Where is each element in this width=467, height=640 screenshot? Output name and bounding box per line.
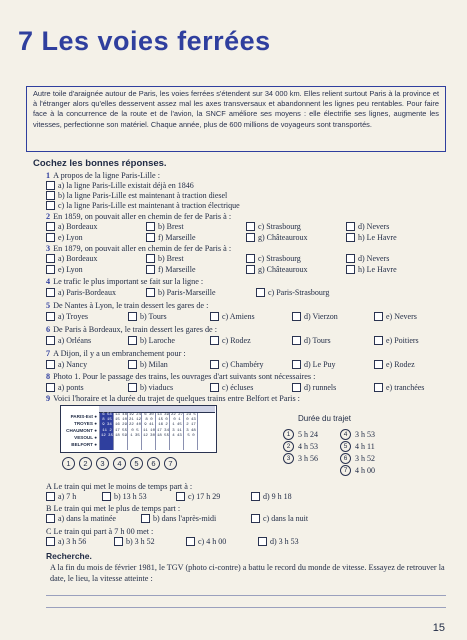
checkbox[interactable] bbox=[374, 336, 383, 345]
q3-option-a[interactable]: a) Bordeaux bbox=[46, 254, 97, 263]
checkbox[interactable] bbox=[46, 383, 55, 392]
checkbox[interactable] bbox=[128, 336, 137, 345]
q2-option-b[interactable]: b) Brest bbox=[146, 222, 184, 231]
checkbox[interactable] bbox=[346, 233, 355, 242]
q2-option-h[interactable]: h) Le Havre bbox=[346, 233, 397, 242]
question-1: 1 A propos de la ligne Paris-Lille : bbox=[46, 171, 160, 180]
subq-b-row bbox=[46, 514, 446, 525]
checkbox[interactable] bbox=[292, 383, 301, 392]
checkbox[interactable] bbox=[102, 492, 111, 501]
subq-b-option-c[interactable]: c) dans la nuit bbox=[251, 514, 308, 523]
checkbox[interactable] bbox=[246, 254, 255, 263]
checkbox[interactable] bbox=[256, 288, 265, 297]
checkbox[interactable] bbox=[146, 254, 155, 263]
duration-item: 6 3 h 52 bbox=[340, 453, 375, 464]
timetable-column: 22 27 0 1 1 45 3 11 4 43 bbox=[169, 413, 184, 450]
checkbox[interactable] bbox=[46, 492, 55, 501]
q3-option-e[interactable]: e) Lyon bbox=[46, 265, 83, 274]
checkbox[interactable] bbox=[146, 265, 155, 274]
q6-option-d[interactable]: d) Tours bbox=[292, 336, 331, 345]
subq-a-option-a[interactable]: a) 7 h bbox=[46, 492, 76, 501]
checkbox[interactable] bbox=[46, 233, 55, 242]
q7-option-c[interactable]: c) Chambéry bbox=[210, 360, 264, 369]
checkbox[interactable] bbox=[128, 383, 137, 392]
subq-b-option-b[interactable]: b) dans l'après-midi bbox=[141, 514, 216, 523]
duration-item: 2 4 h 53 bbox=[283, 441, 318, 452]
checkbox[interactable] bbox=[146, 222, 155, 231]
train-number: 1 bbox=[62, 457, 75, 470]
q7-option-e[interactable]: e) Rodez bbox=[374, 360, 415, 369]
checkbox[interactable] bbox=[186, 537, 195, 546]
q3-option-d[interactable]: d) Nevers bbox=[346, 254, 389, 263]
q7-option-d[interactable]: d) Le Puy bbox=[292, 360, 336, 369]
subq-b-option-a[interactable]: a) dans la matinée bbox=[46, 514, 116, 523]
q7-option-b[interactable]: b) Milan bbox=[128, 360, 168, 369]
duration-item: 3 3 h 56 bbox=[283, 453, 318, 464]
timetable-column: 23 5 0 43 2 17 3 48 5 0 bbox=[183, 413, 198, 450]
checkbox[interactable] bbox=[292, 336, 301, 345]
timetable-column: 6 54 8 15 9 34 11 2 12 35 bbox=[99, 413, 114, 450]
duration-item: 4 3 h 53 bbox=[340, 429, 375, 440]
q1-option-a[interactable]: a) la ligne Paris-Lille existait déjà en 1846 bbox=[46, 181, 446, 192]
q5-option-c[interactable]: c) Amiens bbox=[210, 312, 255, 321]
q3-row-2 bbox=[46, 265, 446, 276]
q2-option-a[interactable]: a) Bordeaux bbox=[46, 222, 97, 231]
checkbox[interactable] bbox=[258, 537, 267, 546]
checkbox[interactable] bbox=[176, 492, 185, 501]
q8-option-e[interactable]: e) tranchées bbox=[374, 383, 424, 392]
checkbox[interactable] bbox=[251, 492, 260, 501]
checkbox[interactable] bbox=[128, 312, 137, 321]
subq-a-option-d[interactable]: d) 9 h 18 bbox=[251, 492, 292, 501]
checkbox[interactable] bbox=[251, 514, 260, 523]
checkbox[interactable] bbox=[46, 191, 55, 200]
train-number: 7 bbox=[164, 457, 177, 470]
checkbox[interactable] bbox=[346, 254, 355, 263]
checkbox[interactable] bbox=[210, 383, 219, 392]
q8-option-d[interactable]: d) runnels bbox=[292, 383, 336, 392]
q6-option-e[interactable]: e) Poitiers bbox=[374, 336, 419, 345]
question-4: 4 Le trafic le plus important se fait sur la ligne : bbox=[46, 277, 204, 286]
timetable-station: VESOUL ● bbox=[74, 435, 97, 440]
checkbox[interactable] bbox=[46, 288, 55, 297]
q6-option-a[interactable]: a) Orléans bbox=[46, 336, 91, 345]
checkbox[interactable] bbox=[141, 514, 150, 523]
checkbox[interactable] bbox=[210, 336, 219, 345]
checkbox[interactable] bbox=[114, 537, 123, 546]
checkbox[interactable] bbox=[128, 360, 137, 369]
checkbox[interactable] bbox=[374, 360, 383, 369]
checkbox[interactable] bbox=[374, 312, 383, 321]
duration-item: 7 4 h 00 bbox=[340, 465, 375, 476]
q1-option-b[interactable]: b) la ligne Paris-Lille est maintenant à traction diesel bbox=[46, 191, 446, 202]
checkbox[interactable] bbox=[292, 312, 301, 321]
subq-c-option-d[interactable]: d) 3 h 53 bbox=[258, 537, 299, 546]
q5-option-e[interactable]: e) Nevers bbox=[374, 312, 417, 321]
q8-row bbox=[46, 383, 446, 394]
q8-option-b[interactable]: b) viaducs bbox=[128, 383, 173, 392]
q7-option-a[interactable]: a) Nancy bbox=[46, 360, 87, 369]
checkbox[interactable] bbox=[46, 336, 55, 345]
q6-row bbox=[46, 336, 446, 347]
subq-c-option-c[interactable]: c) 4 h 00 bbox=[186, 537, 226, 546]
q3-option-c[interactable]: c) Strasbourg bbox=[246, 254, 301, 263]
q5-option-d[interactable]: d) Vierzon bbox=[292, 312, 338, 321]
timetable-column bbox=[197, 413, 212, 450]
q3-row-1 bbox=[46, 254, 446, 265]
checkbox[interactable] bbox=[246, 222, 255, 231]
question-6: 6 De Paris à Bordeaux, le train dessert les gares de : bbox=[46, 325, 218, 334]
q2-row-1 bbox=[46, 222, 446, 233]
checkbox[interactable] bbox=[146, 233, 155, 242]
checkbox[interactable] bbox=[46, 265, 55, 274]
question-8: 8 Photo 1. Pour le passage des trains, les ouvrages d'art suivants sont nécessaires : bbox=[46, 372, 316, 381]
question-7: 7 A Dijon, il y a un embranchement pour : bbox=[46, 349, 186, 358]
timetable-column: 13 39 15 0 16 2 17 34 18 55 bbox=[155, 413, 170, 450]
train-number-row bbox=[62, 457, 177, 470]
subq-a-option-c[interactable]: c) 17 h 29 bbox=[176, 492, 220, 501]
q5-option-b[interactable]: b) Tours bbox=[128, 312, 167, 321]
q3-option-g[interactable]: g) Châteauroux bbox=[246, 265, 308, 274]
timetable bbox=[60, 405, 217, 453]
q3-option-b[interactable]: b) Brest bbox=[146, 254, 184, 263]
train-number: 2 bbox=[79, 457, 92, 470]
page-number: 15 bbox=[432, 622, 445, 634]
q2-option-g[interactable]: g) Châteauroux bbox=[246, 233, 308, 242]
q2-option-c[interactable]: c) Strasbourg bbox=[246, 222, 301, 231]
question-2: 2 En 1859, on pouvait aller en chemin de fer de Paris à : bbox=[46, 212, 232, 221]
q6-option-b[interactable]: b) Laroche bbox=[128, 336, 175, 345]
q4-option-c[interactable]: c) Paris-Strasbourg bbox=[256, 288, 329, 297]
checkbox[interactable] bbox=[292, 360, 301, 369]
q3-option-h[interactable]: h) Le Havre bbox=[346, 265, 397, 274]
timetable-header bbox=[99, 406, 215, 413]
q1-option-c[interactable]: c) la ligne Paris-Lille est maintenant à traction électrique bbox=[46, 201, 446, 212]
checkbox[interactable] bbox=[46, 514, 55, 523]
subquestion-c: C Le train qui part à 7 h 00 met : bbox=[46, 527, 154, 536]
timetable-column: 19 24 21 12 22 40 0 5 1 35 bbox=[127, 413, 142, 450]
subquestion-b: B Le train qui met le plus de temps part : bbox=[46, 504, 181, 513]
subquestion-a: A Le train qui met le moins de temps part à : bbox=[46, 482, 193, 491]
timetable-column: 13 48 15 10 16 29 17 55 18 59 bbox=[113, 413, 128, 450]
q2-option-e[interactable]: e) Lyon bbox=[46, 233, 83, 242]
train-number: 4 bbox=[113, 457, 126, 470]
train-number: 5 bbox=[130, 457, 143, 470]
checkbox[interactable] bbox=[46, 254, 55, 263]
recherche-title: Recherche. bbox=[46, 551, 92, 561]
checkbox[interactable] bbox=[210, 360, 219, 369]
checkbox[interactable] bbox=[46, 222, 55, 231]
q2-option-d[interactable]: d) Nevers bbox=[346, 222, 389, 231]
checkbox[interactable] bbox=[46, 537, 55, 546]
q4-row bbox=[46, 288, 446, 299]
q8-option-a[interactable]: a) ponts bbox=[46, 383, 84, 392]
subq-a-row bbox=[46, 492, 446, 503]
subq-a-option-b[interactable]: b) 13 h 53 bbox=[102, 492, 147, 501]
answer-line[interactable] bbox=[46, 607, 446, 608]
question-3: 3 En 1879, on pouvait aller en chemin de fer de Paris à : bbox=[46, 244, 232, 253]
duration-item: 5 4 h 11 bbox=[340, 441, 375, 452]
train-number: 6 bbox=[147, 457, 160, 470]
q6-option-c[interactable]: c) Rodez bbox=[210, 336, 251, 345]
q2-option-f[interactable]: f) Marseille bbox=[146, 233, 196, 242]
subq-c-row bbox=[46, 537, 446, 548]
duration-title: Durée du trajet bbox=[298, 414, 351, 423]
subq-c-option-a[interactable]: a) 3 h 56 bbox=[46, 537, 86, 546]
timetable-station: PARIS-Est ● bbox=[70, 414, 97, 419]
checkbox[interactable] bbox=[346, 265, 355, 274]
duration-item: 1 5 h 24 bbox=[283, 429, 318, 440]
q8-option-c[interactable]: c) écluses bbox=[210, 383, 253, 392]
question-5: 5 De Nantes à Lyon, le train dessert les gares de : bbox=[46, 301, 209, 310]
page-title: 7 Les voies ferrées bbox=[18, 26, 271, 56]
q5-option-a[interactable]: a) Troyes bbox=[46, 312, 88, 321]
timetable-station: CHAUMONT ● bbox=[66, 428, 97, 433]
answer-line[interactable] bbox=[46, 595, 446, 596]
recherche-text: A la fin du mois de février 1981, le TGV (photo ci-contre) a battu le record du monde de vitesse. Essayez de retrouver la date, le lieu, la vitesse atteinte : bbox=[50, 563, 445, 583]
checkbox[interactable] bbox=[246, 265, 255, 274]
timetable-station: BELFORT ● bbox=[71, 442, 97, 447]
train-number: 3 bbox=[96, 457, 109, 470]
timetable-station: TROYES ● bbox=[74, 421, 97, 426]
question-9: 9 Voici l'horaire et la durée du trajet de quelques trains entre Belfort et Paris : bbox=[46, 394, 300, 403]
checkbox[interactable] bbox=[246, 233, 255, 242]
instruction-heading: Cochez les bonnes réponses. bbox=[33, 158, 167, 169]
checkbox[interactable] bbox=[46, 201, 55, 210]
checkbox[interactable] bbox=[146, 288, 155, 297]
q2-row-2 bbox=[46, 233, 446, 244]
q5-row bbox=[46, 312, 446, 323]
checkbox[interactable] bbox=[210, 312, 219, 321]
q7-row bbox=[46, 360, 446, 371]
checkbox[interactable] bbox=[46, 181, 55, 190]
intro-box: Autre toile d'araignée autour de Paris, les voies ferrées s'étendent sur 34 000 km. Elles relient surtout Paris à la province et à l'étranger alors qu'elles desservent assez mal les axes transversaux et abandonnent les lignes peu rentables. Pour faire face à la concurrence de la route et de l'avion, la SNCF améliore ses moyens : elle électrifie ses lignes, augmente les vitesses, perfectionne son matériel. Chaque année, plus de 600 millions de voyageurs sont transportés. bbox=[26, 86, 446, 152]
checkbox[interactable] bbox=[46, 312, 55, 321]
timetable-column: 6 30 8 0 9 41 11 10 12 30 bbox=[141, 413, 156, 450]
q3-option-f[interactable]: f) Marseille bbox=[146, 265, 196, 274]
checkbox[interactable] bbox=[346, 222, 355, 231]
checkbox[interactable] bbox=[46, 360, 55, 369]
subq-c-option-b[interactable]: b) 3 h 52 bbox=[114, 537, 155, 546]
checkbox[interactable] bbox=[374, 383, 383, 392]
q4-option-a[interactable]: a) Paris-Bordeaux bbox=[46, 288, 116, 297]
q4-option-b[interactable]: b) Paris-Marseille bbox=[146, 288, 216, 297]
